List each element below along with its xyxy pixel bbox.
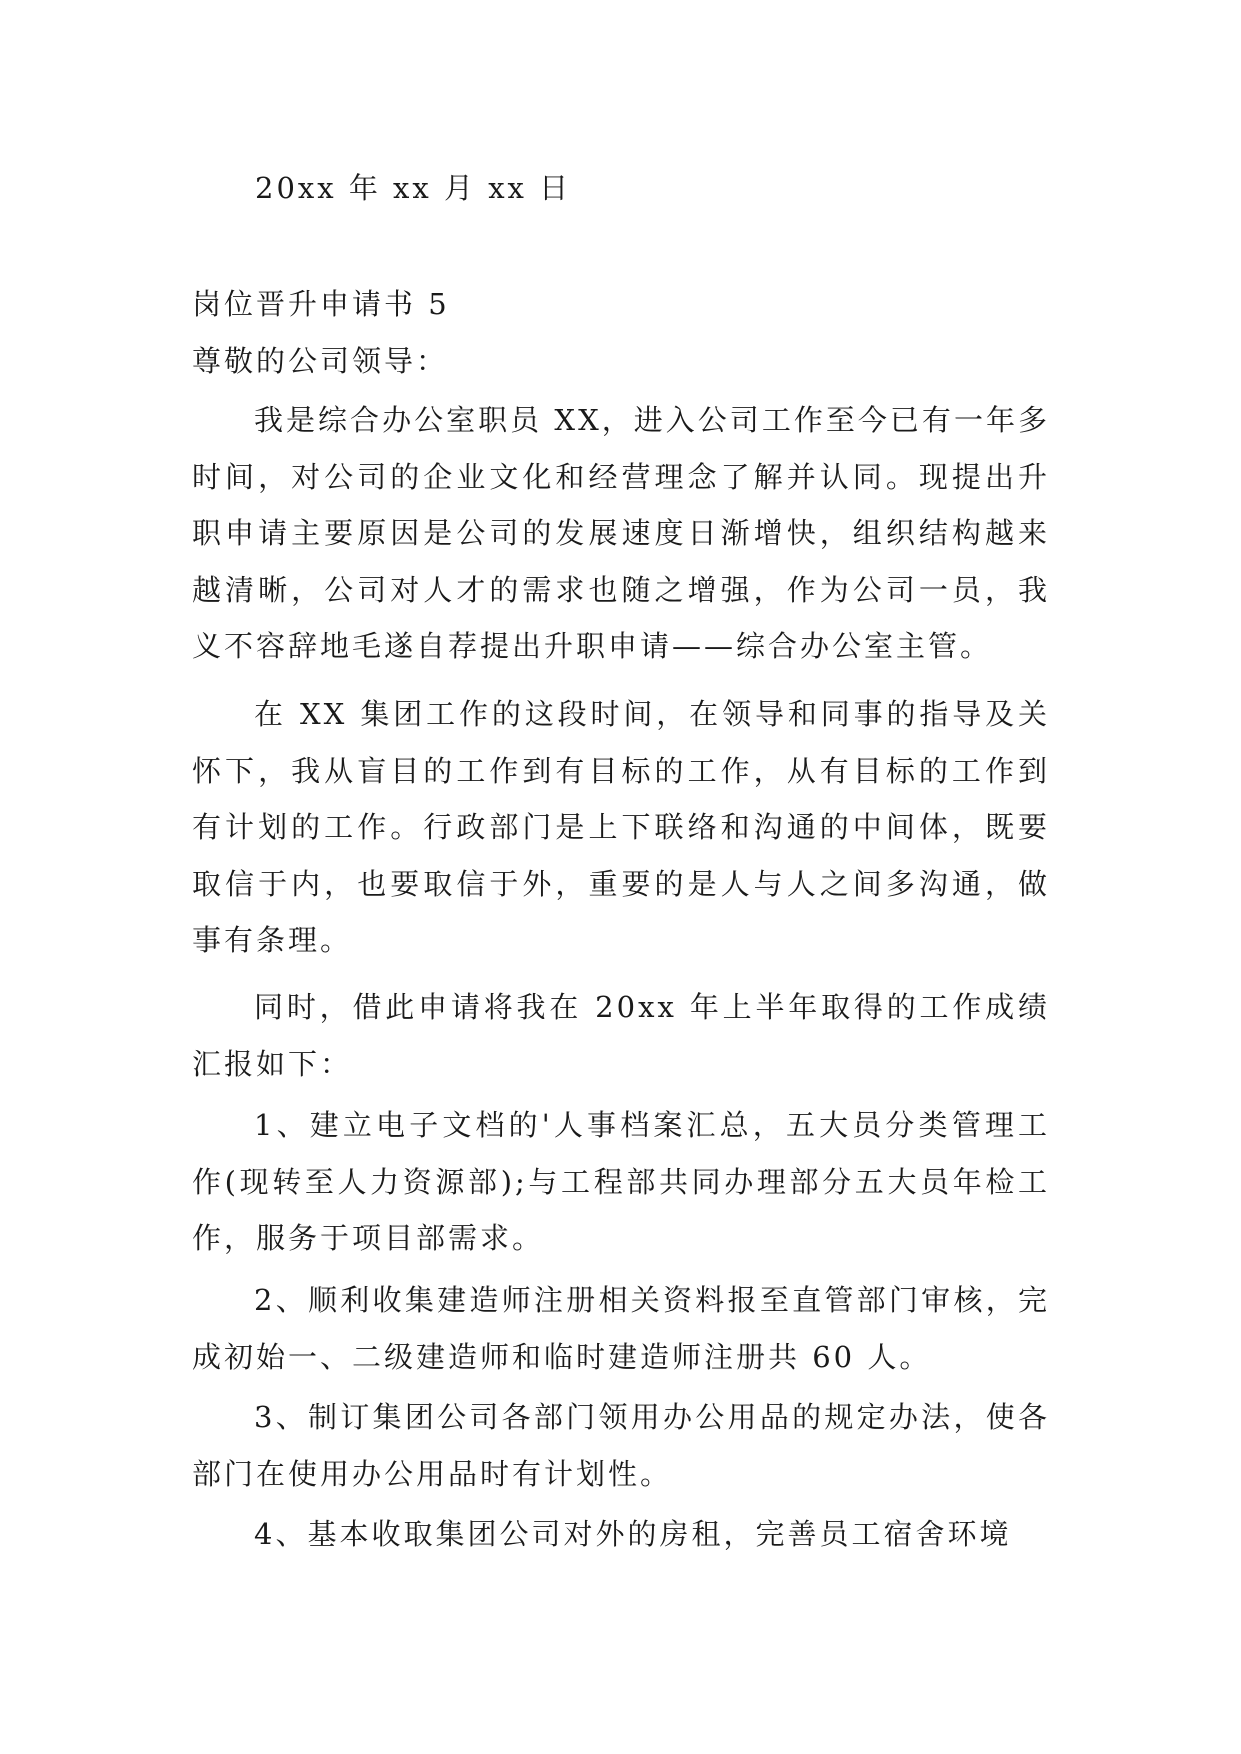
document-date: 20xx 年 xx 月 xx 日 <box>255 171 572 205</box>
document-title: 岗位晋升申请书 5 <box>192 287 450 321</box>
paragraph: 同时，借此申请将我在 20xx 年上半年取得的工作成绩汇报如下： <box>192 990 1050 1081</box>
list-item: 3、制订集团公司各部门领用办公用品的规定办法，使各部门在使用办公用品时有计划性。 <box>192 1400 1050 1491</box>
paragraph: 我是综合办公室职员 XX，进入公司工作至今已有一年多时间，对公司的企业文化和经营理念了解并认同。现提出升职申请主要原因是公司的发展速度日渐增快，组织结构越来越清晰，公司对人才的需求也随之增强，作为公司一员，我义不容辞地毛遂自荐提出升职申请——综合办公室主管。 <box>192 403 1050 663</box>
list-item: 4、基本收取集团公司对外的房租，完善员工宿舍环境 <box>254 1517 1012 1551</box>
list-item: 2、顺利收集建造师注册相关资料报至直管部门审核，完成初始一、二级建造师和临时建造师注册共 60 人。 <box>192 1283 1050 1374</box>
salutation: 尊敬的公司领导： <box>192 344 449 378</box>
paragraph: 在 XX 集团工作的这段时间，在领导和同事的指导及关怀下，我从盲目的工作到有目标的工作，从有目标的工作到有计划的工作。行政部门是上下联络和沟通的中间体，既要取信于内，也要取信于外，重要的是人与人之间多沟通，做事有条理。 <box>192 697 1050 957</box>
list-item: 1、建立电子文档的'人事档案汇总，五大员分类管理工作(现转至人力资源部);与工程部共同办理部分五大员年检工作，服务于项目部需求。 <box>192 1108 1050 1255</box>
